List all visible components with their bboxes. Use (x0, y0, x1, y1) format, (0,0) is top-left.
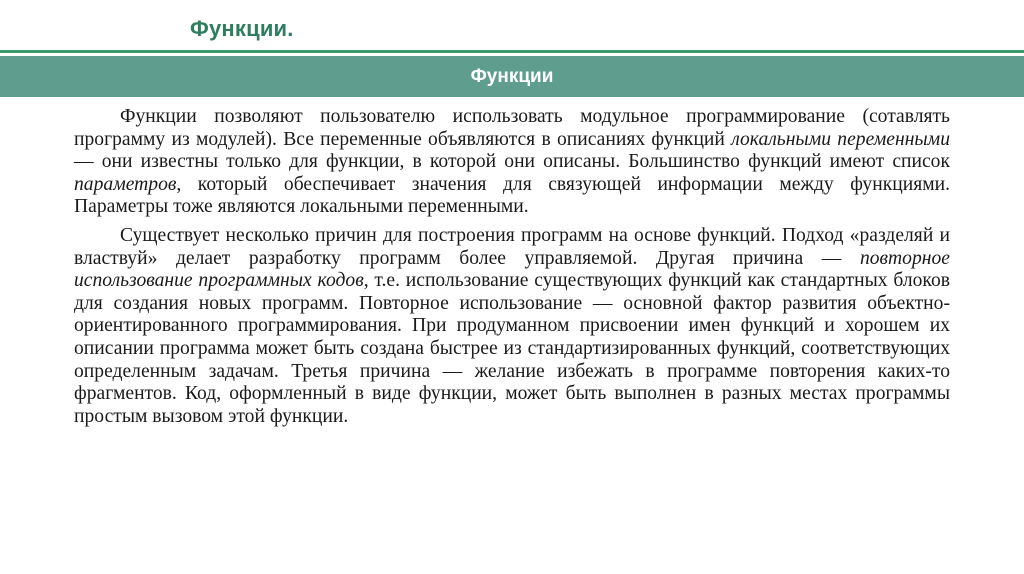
text-segment: Функции позволяют пользователю использовать модульное программирование (сотавлять программу из модулей). Все переменные объявляются в описаниях функций (74, 106, 950, 150)
section-banner (0, 56, 1024, 97)
paragraph-1 (74, 106, 950, 219)
body-text (74, 106, 950, 428)
text-segment: , который обеспечивает значения для связующей информации между функциями. Параметры тоже являются локальными переменными. (74, 173, 950, 218)
text-segment: — они известны только для функции, в которой они описаны. Большинство функций имеют список (74, 151, 950, 173)
banner-title: Функции (470, 65, 554, 87)
italic-term: параметров (74, 173, 177, 195)
title-divider (0, 50, 1024, 53)
paragraph-2 (74, 225, 950, 428)
italic-term: повторное использование программных кодов (74, 247, 950, 292)
text-segment: Существует несколько причин для построения программ на основе функций. Подход «разделяй и властвуй» делает разработку программ более управляемой. Другая причина — (74, 224, 950, 269)
italic-term: локальными переменными (731, 128, 950, 150)
text-segment: , т.е. использование существующих функций как стандартных блоков для создания новых программ. Повторное использование — основной фактор развития объектно-ориентированного программирования. При продуманном присвоении имен функций и хорошем их описании программа может быть создана быстрее из стандартизированных функций, соответствующих определенным задачам. Третья причина — желание избежать в программе повторения каких-то фрагментов. Код, оформленный в виде функции, может быть выполнен в разных местах программы простым вызовом этой функции. (74, 270, 950, 427)
slide-title: Функции. (190, 16, 294, 41)
